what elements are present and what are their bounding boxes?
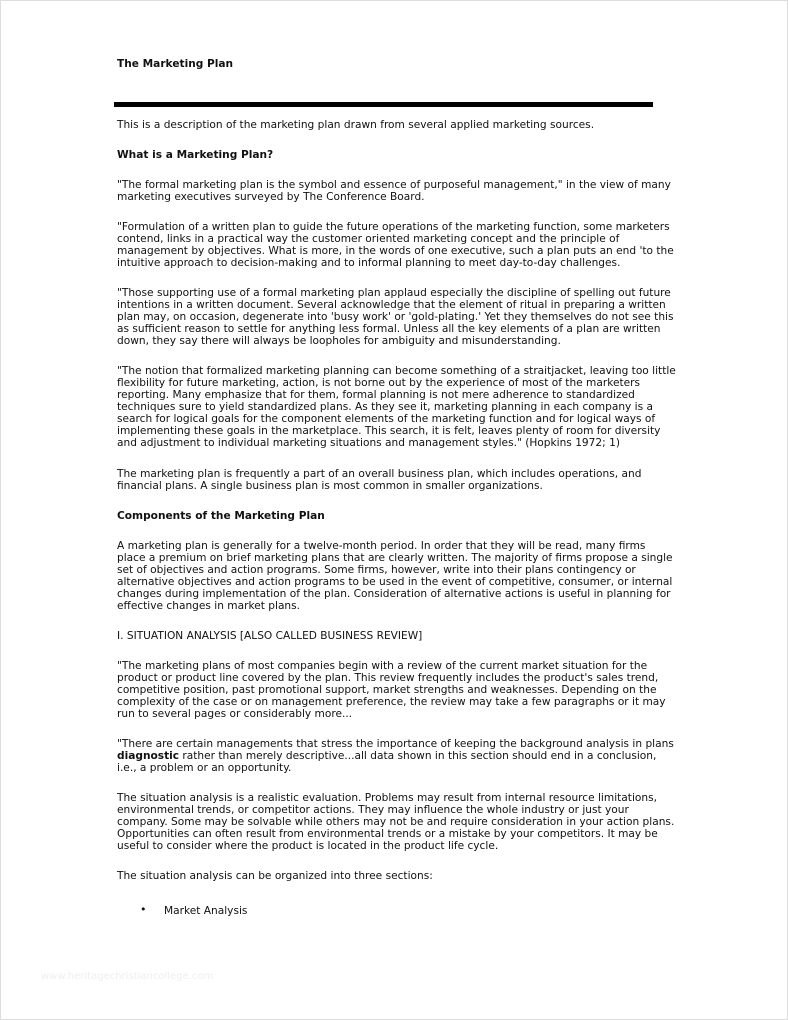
- paragraph-1: "The formal marketing plan is the symbol and essence of purposeful management," in the view of many marketing executives surveyed by The Conference Board.: [117, 179, 671, 203]
- paragraph-7: "The marketing plans of most companies begin with a review of the current market situation for the product or product line covered by the plan. This review frequently includes the product's sales trend, competitive position, past promotional support, market strengths and weaknesses. Depending on the complexity of the case or on management preference, the review may take a few paragraphs or it may run to several pages or considerably more...: [117, 660, 666, 720]
- intro-paragraph: This is a description of the marketing plan drawn from several applied marketing sources.: [117, 119, 595, 131]
- paragraph-5: The marketing plan is frequently a part of an overall business plan, which includes operations, and financial plans. A single business plan is most common in smaller organizations.: [117, 468, 642, 492]
- section-heading-what-is: What is a Marketing Plan?: [117, 149, 274, 161]
- diagnostic-bold: diagnostic: [117, 750, 180, 762]
- bullet-market-analysis: Market Analysis: [164, 905, 248, 917]
- situation-analysis-heading: I. SITUATION ANALYSIS [ALSO CALLED BUSINESS REVIEW]: [117, 630, 423, 642]
- paragraph-9: The situation analysis is a realistic evaluation. Problems may result from internal resource limitations, environmental trends, or competitor actions. They may influence the whole industry or just your company. Some may be solvable while others may not be and require consideration in your action plans. Opportunities can often result from environmental trends or a mistake by your competitors. It may be useful to consider where the product is located in the product life cycle.: [117, 792, 675, 852]
- title-divider: [114, 102, 653, 107]
- paragraph-10: The situation analysis can be organized into three sections:: [117, 870, 433, 882]
- watermark-text: www.heritagechristiancollege.com: [41, 971, 214, 982]
- section-heading-components: Components of the Marketing Plan: [117, 510, 325, 522]
- bullet-icon: •: [140, 903, 147, 916]
- paragraph-3: "Those supporting use of a formal marketing plan applaud especially the discipline of spelling out future intentions in a written document. Several acknowledge that the element of ritual in preparing a written plan may, on occasion, degenerate into 'busy work' or 'gold-plating.' Yet they themselves do not see this as sufficient reason to settle for anything less formal. Unless all the key elements of a plan are written down, they say there will always be loopholes for ambiguity and misunderstanding.: [117, 287, 674, 347]
- paragraph-6: A marketing plan is generally for a twelve-month period. In order that they will be read, many firms place a premium on brief marketing plans that are clearly written. The majority of firms propose a single set of objectives and action programs. Some firms, however, write into their plans contingency or alternative objectives and action programs to be used in the event of competitive, consumer, or internal changes during implementation of the plan. Consideration of alternative actions is useful in planning for effective changes in market plans.: [117, 540, 673, 612]
- paragraph-8: [117, 738, 677, 774]
- paragraph-4: "The notion that formalized marketing planning can become something of a straitjacket, leaving too little flexibility for future marketing, action, is not borne out by the experience of most of the marketers reporting. Many emphasize that for them, formal planning is not mere adherence to standardized techniques sure to yield standardized plans. As they see it, marketing planning in each company is a search for logical goals for the component elements of the marketing function and for logical ways of implementing these goals in the marketplace. This search, it is felt, leaves plenty of room for diversity and adjustment to individual marketing situations and management styles." (Hopkins 1972; 1): [117, 365, 676, 449]
- paragraph-8-end: rather than merely descriptive...all data shown in this section should end in a conclusion, i.e., a problem or an opportunity.: [117, 750, 657, 774]
- paragraph-2: "Formulation of a written plan to guide the future operations of the marketing function, some marketers contend, links in a practical way the customer oriented marketing concept and the principle of management by objectives. What is more, in the words of one executive, such a plan puts an end 'to the intuitive approach to decision-making and to informal planning to meet day-to-day challenges.: [117, 221, 674, 269]
- paragraph-8-start: "There are certain managements that stress the importance of keeping the background analysis in plans: [117, 738, 674, 750]
- document-title: The Marketing Plan: [117, 58, 234, 70]
